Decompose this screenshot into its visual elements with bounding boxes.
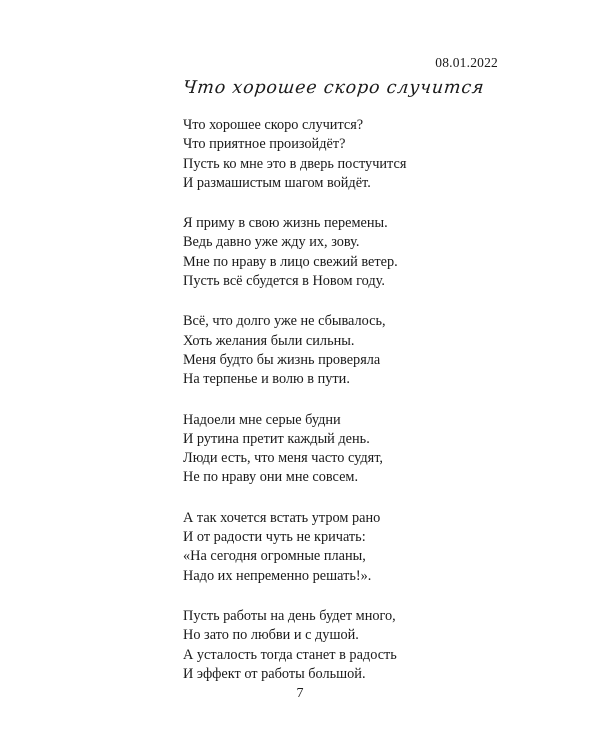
stanza (183, 214, 503, 291)
poem-title: Что хорошее скоро случится (181, 78, 486, 98)
stanza (183, 116, 503, 193)
poem-line: На терпенье и волю в пути. (183, 371, 350, 388)
poem-line: Надоели мне серые будни (183, 411, 341, 428)
poem-line: Пусть работы на день будет много, (183, 607, 396, 624)
poem-line: И рутина претит каждый день. (183, 430, 370, 447)
poem-line: Пусть всё сбудется в Новом году. (183, 273, 385, 290)
stanza (183, 312, 503, 389)
poem-line: Люди есть, что меня часто судят, (183, 450, 383, 467)
poem-line: Что приятное произойдёт? (183, 136, 346, 153)
stanza (183, 509, 503, 586)
poem-date: 08.01.2022 (435, 55, 498, 70)
poem-line: «На сегодня огромные планы, (183, 548, 366, 565)
poem-line: Не по нраву они мне совсем. (183, 469, 359, 486)
poem-line: А усталость тогда станет в радость (183, 646, 397, 663)
poem-line: Что хорошее скоро случится? (183, 117, 364, 133)
poem-line: Надо их непременно решать!». (183, 567, 372, 584)
poem-line: Я приму в свою жизнь перемены. (183, 215, 388, 232)
poem-line: Хоть желания были сильны. (183, 332, 355, 349)
stanza (183, 607, 503, 684)
poem-line: А так хочется встать утром рано (183, 509, 381, 526)
poem-line: Мне по нраву в лицо свежий ветер. (183, 253, 398, 270)
page-number: 7 (296, 686, 304, 701)
poem-line: Меня будто бы жизнь проверяла (183, 351, 381, 368)
poem-line: И размашистым шагом войдёт. (183, 174, 371, 191)
poem-line: Всё, что долго уже не сбывалось, (183, 313, 386, 330)
poem-line: Но зато по любви и с душой. (183, 627, 359, 644)
poem-body (183, 116, 503, 705)
poem-line: И эффект от работы большой. (183, 665, 366, 682)
poem-line: Ведь давно уже жду их, зову. (183, 234, 360, 251)
stanza (183, 411, 503, 488)
poem-line: Пусть ко мне это в дверь постучится (183, 155, 407, 172)
poem-line: И от радости чуть не кричать: (183, 529, 366, 546)
